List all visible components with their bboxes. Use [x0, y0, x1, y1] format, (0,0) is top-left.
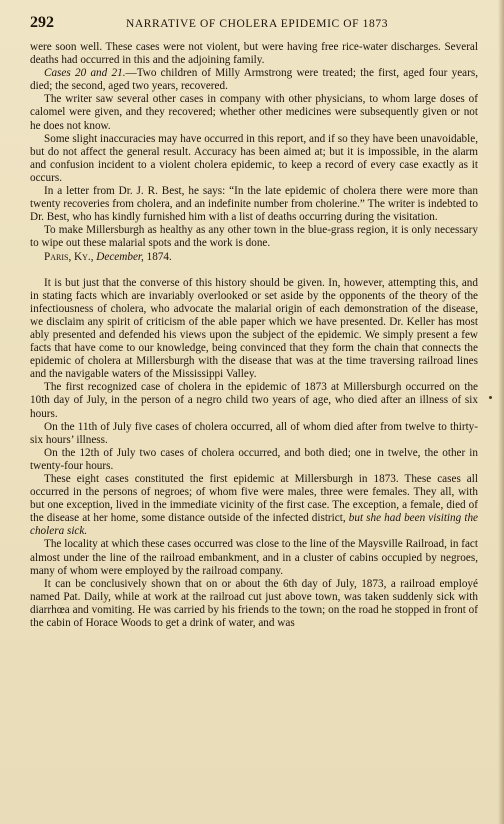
signoff-date: December,	[96, 250, 144, 263]
cases-text: —Two children of Milly Armstrong were treated; the first, aged four years, died; the second, aged two years, recovered.	[30, 67, 479, 93]
signoff-year: 1874.	[146, 250, 172, 263]
page-edge-shadow	[498, 0, 504, 824]
page-header	[30, 14, 478, 32]
eight-cases-text: These eight cases constituted the first epidemic at Millersburgh in 1873. These cases all occurred in the persons of negroes; of whom five were males, three were females. They all, with but one exception, lived in the immediate vicinity of the first case. The exception, a female, died of the disease at her home, some distance outside of the infected district,	[30, 473, 478, 525]
paragraph-calomel: The writer saw several other cases in company with other physicians, to whom large doses of calomel were given, and they recovered; whether other medicines were subsequently given or not he does not know.	[30, 93, 478, 132]
signoff-place: Paris, Ky.,	[44, 250, 94, 263]
paragraph-eight-cases	[30, 473, 478, 538]
signoff	[30, 251, 478, 264]
paragraph-july-11: On the 11th of July five cases of cholera occurred, all of whom died after from twelve to thirty-six hours’ illness.	[30, 420, 478, 446]
running-title: NARRATIVE OF CHOLERA EPIDEMIC OF 1873	[125, 18, 389, 30]
paragraph-continuation: were soon well. These cases were not violent, but were having free rice-water discharges. Several deaths had occurred in this and the adjoining family.	[30, 41, 478, 67]
paragraph-july-12: On the 12th of July two cases of cholera occurred, and both died; one in twelve, the other in twenty-four hours.	[30, 446, 478, 472]
italic-clause: but she had been visiting the cholera sick.	[30, 512, 479, 538]
paragraph-cases	[30, 67, 478, 93]
page-number: 292	[30, 14, 54, 31]
paragraph-millersburgh-health: To make Millersburgh as healthy as any other town in the blue-grass region, it is only necessary to wipe out these malarial spots and the work is done.	[30, 224, 478, 250]
section-gap	[30, 264, 478, 277]
cases-label: Cases 20 and 21.	[44, 67, 126, 80]
paragraph-converse: It is but just that the converse of this history should be given. In, however, attempting this, and in stating facts which are invariably overlooked or set aside by the opponents of the theory of the infectiousness of cholera, who advocate the malarial origin of each demonstration of the disease, we disclaim any spirit of criticism of the able paper which we have presented. Dr. Keller has most ably presented and defended his views upon the subject of the epidemic. We simply present a few facts that have come to our knowledge, being convinced that they form the chain that connects the epidemic of cholera at Millersburgh with the disease that was at the time traversing railroad lines and the navigable waters of the Mississippi Valley.	[30, 276, 478, 381]
margin-speck	[489, 396, 492, 399]
paragraph-best-letter: In a letter from Dr. J. R. Best, he says: “In the late epidemic of cholera there were more than twenty recoveries from cholera, and an indefinite number from cholerine.” The writer is indebted to Dr. Best, who has kindly furnished him with a list of deaths occurring during the visitation.	[30, 185, 478, 224]
paragraph-pat-daily: It can be conclusively shown that on or about the 6th day of July, 1873, a railroad employé named Pat. Daily, while at work at the railroad cut just above town, was taken suddenly sick with diarrhœa and vomiting. He was carried by his friends to the town; on the road he stopped in front of the cabin of Horace Woods to get a drink of water, and was	[30, 577, 478, 630]
paragraph-first-case: The first recognized case of cholera in the epidemic of 1873 at Millersburgh occurred on the 10th day of July, in the person of a negro child two years of age, who died after an illness of six hours.	[30, 381, 478, 420]
paragraph-inaccuracies: Some slight inaccuracies may have occurred in this report, and if so they have been unavoidable, but do not affect the general result. Accuracy has been aimed at; but it is impossible, in the alarm and confusion incident to a violent cholera epidemic, to keep a record of every case exactly as it occurs.	[30, 132, 478, 184]
paragraph-locality: The locality at which these cases occurred was close to the line of the Maysville Railroad, in fact almost under the line of the railroad embankment, and in a cluster of cabins occupied by negroes, many of whom were employed by the railroad company.	[30, 538, 478, 577]
